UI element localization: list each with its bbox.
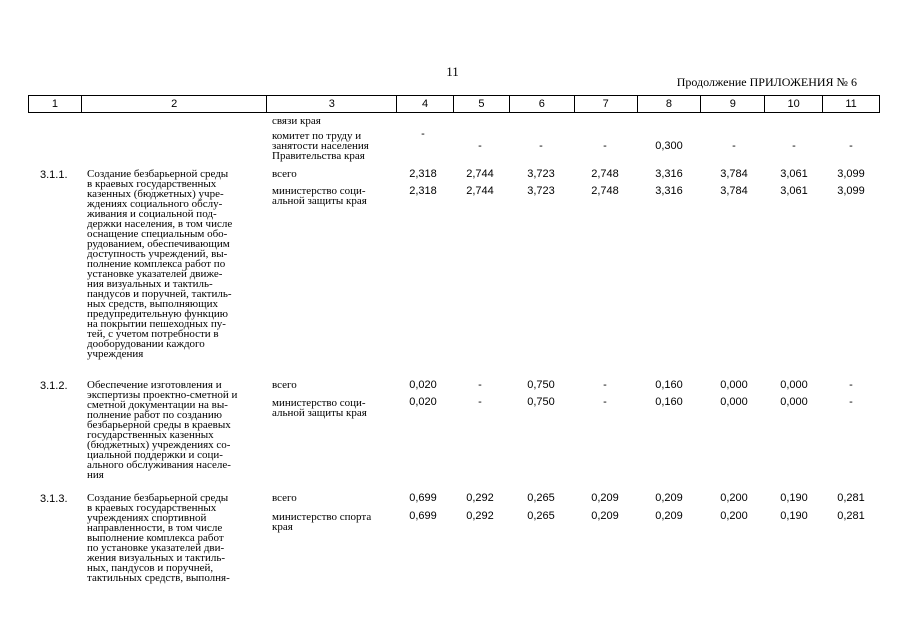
value-cell: 0,000 xyxy=(780,396,808,408)
source-label-ministry xyxy=(272,186,367,206)
committee-first-dash: - xyxy=(421,128,425,140)
description-line: (бюджетных) учреждениях со- xyxy=(87,439,231,451)
description-line: Создание безбарьерной среды xyxy=(87,168,229,180)
value-cell: 0,160 xyxy=(655,396,683,408)
committee-value: - xyxy=(539,140,543,152)
source-label-line: альной защиты края xyxy=(272,407,367,419)
description-line: безбарьерной среды в краевых xyxy=(87,419,231,431)
row-description xyxy=(87,380,237,480)
value-cell: 0,209 xyxy=(655,492,683,504)
source-label-total: всего xyxy=(272,379,297,391)
value-cell: 0,209 xyxy=(655,510,683,522)
value-cell: 3,784 xyxy=(720,168,748,180)
description-line: тей, с учетом потребности в xyxy=(87,328,219,340)
value-cell: 0,200 xyxy=(720,492,748,504)
committee-value: 0,300 xyxy=(655,140,683,152)
value-cell: 0,160 xyxy=(655,379,683,391)
committee-label xyxy=(272,131,369,161)
description-line: направленности, в том числе xyxy=(87,522,223,534)
header-cell-8: 8 xyxy=(637,96,701,112)
description-line: циальной поддержки и соци- xyxy=(87,449,223,461)
row-description xyxy=(87,169,232,359)
header-cell-6: 6 xyxy=(509,96,574,112)
value-cell: 2,748 xyxy=(591,168,619,180)
header-cell-4: 4 xyxy=(396,96,453,112)
description-line: дооборудовании каждого xyxy=(87,338,205,350)
description-line: экспертизы проектно-сметной и xyxy=(87,389,238,401)
description-line: полнение работ по созданию xyxy=(87,409,222,421)
value-cell: 0,190 xyxy=(780,492,808,504)
value-cell: 0,292 xyxy=(466,510,494,522)
value-cell: 3,099 xyxy=(837,168,865,180)
value-cell: 0,750 xyxy=(527,396,555,408)
header-cell-9: 9 xyxy=(700,96,764,112)
description-line: на покрытии пешеходных пу- xyxy=(87,318,226,330)
description-line: учреждения xyxy=(87,348,144,360)
value-cell: 2,318 xyxy=(409,185,437,197)
source-label-line: края xyxy=(272,521,293,533)
value-cell: 0,265 xyxy=(527,510,555,522)
value-cell: 3,061 xyxy=(780,185,808,197)
description-line: доступность учреждений, вы- xyxy=(87,248,228,260)
page-number: 11 xyxy=(446,64,459,79)
value-cell: 3,316 xyxy=(655,185,683,197)
value-cell: 2,744 xyxy=(466,185,494,197)
committee-label-line: занятости населения xyxy=(272,140,369,152)
description-line: ных, пандусов и поручней, xyxy=(87,562,214,574)
value-cell: 0,209 xyxy=(591,492,619,504)
value-cell: 3,316 xyxy=(655,168,683,180)
committee-value: - xyxy=(849,140,853,152)
header-cell-11: 11 xyxy=(822,96,879,112)
source-label-line: альной защиты края xyxy=(272,195,367,207)
value-cell: 0,209 xyxy=(591,510,619,522)
committee-value: - xyxy=(792,140,796,152)
value-cell: 0,000 xyxy=(720,379,748,391)
description-line: жения визуальных и тактиль- xyxy=(87,552,226,564)
description-line: государственных казенных xyxy=(87,429,214,441)
header-cell-7: 7 xyxy=(574,96,637,112)
value-cell: 3,723 xyxy=(527,185,555,197)
description-line: ждениях социального обслу- xyxy=(87,198,223,210)
description-line: установке указателей движе- xyxy=(87,268,223,280)
value-cell: 0,750 xyxy=(527,379,555,391)
header-cell-2: 2 xyxy=(81,96,267,112)
continuation-title: Продолжение ПРИЛОЖЕНИЯ № 6 xyxy=(676,75,857,89)
value-cell: 0,000 xyxy=(780,379,808,391)
committee-label-line: комитет по труду и xyxy=(272,130,362,142)
value-cell: 0,190 xyxy=(780,510,808,522)
description-line: живания и социальной под- xyxy=(87,208,217,220)
description-line: предупредительную функцию xyxy=(87,308,228,320)
value-cell: 2,744 xyxy=(466,168,494,180)
header-cell-5: 5 xyxy=(453,96,509,112)
prev-tail-text: связи края xyxy=(272,115,321,127)
source-label-total: всего xyxy=(272,492,297,504)
description-line: в краевых государственных xyxy=(87,502,217,514)
row-number: 3.1.2. xyxy=(40,380,68,392)
description-line: оснащение специальным обо- xyxy=(87,228,228,240)
value-cell: 0,699 xyxy=(409,510,437,522)
source-label-total: всего xyxy=(272,168,297,180)
value-cell: 0,020 xyxy=(409,396,437,408)
value-cell: - xyxy=(849,396,853,408)
row-number: 3.1.3. xyxy=(40,493,68,505)
table-header-row xyxy=(28,95,880,113)
value-cell: - xyxy=(849,379,853,391)
value-cell: 3,784 xyxy=(720,185,748,197)
value-cell: 3,099 xyxy=(837,185,865,197)
description-line: казенных (бюджетных) учре- xyxy=(87,188,224,200)
value-cell: - xyxy=(478,379,482,391)
committee-label-line: Правительства края xyxy=(272,150,365,162)
header-cell-1: 1 xyxy=(51,98,58,110)
value-cell: 2,318 xyxy=(409,168,437,180)
header-cell-10: 10 xyxy=(764,96,822,112)
value-cell: 3,061 xyxy=(780,168,808,180)
value-cell: 0,020 xyxy=(409,379,437,391)
source-label-line: министерство спорта xyxy=(272,511,372,523)
source-label-ministry xyxy=(272,512,371,532)
description-line: рудованием, обеспечивающим xyxy=(87,238,230,250)
value-cell: - xyxy=(478,396,482,408)
description-line: ния xyxy=(87,469,104,481)
value-cell: - xyxy=(603,396,607,408)
description-line: выполнение комплекса работ xyxy=(87,532,224,544)
value-cell: 0,699 xyxy=(409,492,437,504)
value-cell: 0,281 xyxy=(837,510,865,522)
value-cell: 0,281 xyxy=(837,492,865,504)
committee-value: - xyxy=(732,140,736,152)
header-cell-3: 3 xyxy=(266,96,396,112)
description-line: учреждениях спортивной xyxy=(87,512,207,524)
committee-value: - xyxy=(478,140,482,152)
description-line: тактильных средств, выполня- xyxy=(87,572,230,584)
source-label-line: министерство соци- xyxy=(272,397,366,409)
value-cell: 2,748 xyxy=(591,185,619,197)
description-line: Создание безбарьерной среды xyxy=(87,492,229,504)
committee-value: - xyxy=(603,140,607,152)
row-description xyxy=(87,493,230,583)
description-line: ального обслуживания населе- xyxy=(87,459,231,471)
description-line: в краевых государственных xyxy=(87,178,217,190)
value-cell: 3,723 xyxy=(527,168,555,180)
value-cell: 0,292 xyxy=(466,492,494,504)
row-number: 3.1.1. xyxy=(40,169,68,181)
source-label-line: министерство соци- xyxy=(272,185,366,197)
value-cell: 0,000 xyxy=(720,396,748,408)
description-line: пандусов и поручней, тактиль- xyxy=(87,288,232,300)
description-line: держки населения, в том числе xyxy=(87,218,233,230)
source-label-ministry xyxy=(272,398,367,418)
value-cell: - xyxy=(603,379,607,391)
value-cell: 0,265 xyxy=(527,492,555,504)
description-line: сметной документации на вы- xyxy=(87,399,228,411)
description-line: ния визуальных и тактиль- xyxy=(87,278,213,290)
description-line: по установке указателей дви- xyxy=(87,542,225,554)
value-cell: 0,200 xyxy=(720,510,748,522)
description-line: ных средств, выполняющих xyxy=(87,298,218,310)
description-line: Обеспечение изготовления и xyxy=(87,379,222,391)
description-line: полнение комплекса работ по xyxy=(87,258,226,270)
